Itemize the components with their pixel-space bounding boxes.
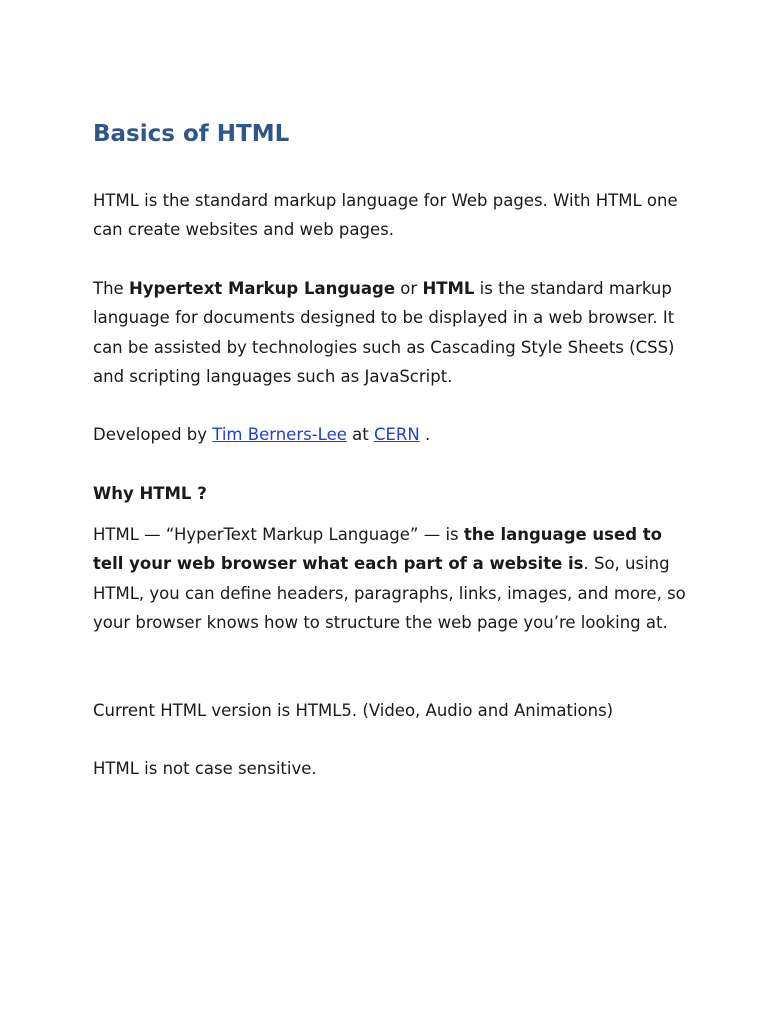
developer-text-2: at (346, 425, 374, 444)
definition-text-1: The (93, 279, 129, 298)
why-html-heading: Why HTML ? (93, 484, 207, 503)
why-html-text-2: . So, using HTML, you can define headers, paragraphs, links, images, and more, so your browser knows how to structure the web page you’re looking at. (93, 554, 686, 633)
definition-paragraph (93, 274, 693, 392)
definition-text-3: is the standard markup language for documents designed to be displayed in a web browser. It can be assisted by technologies such as Cascading Style Sheets (CSS) and scripting languages such as JavaScript. (93, 279, 675, 387)
tim-berners-lee-link[interactable]: Tim Berners-Lee (212, 425, 347, 444)
document-title: Basics of HTML (93, 121, 290, 147)
definition-bold-term-1: Hypertext Markup Language (128, 279, 396, 298)
case-sensitivity-paragraph: HTML is not case sensitive. (93, 759, 317, 778)
why-html-paragraph (93, 520, 693, 638)
cern-link[interactable]: CERN (373, 425, 420, 444)
developer-text-1: Developed by (93, 425, 213, 444)
why-html-text-1: HTML — “HyperText Markup Language” — is (93, 525, 464, 544)
developer-text-3: . (419, 425, 431, 444)
definition-text-2: or (395, 279, 423, 298)
definition-bold-term-2: HTML (422, 279, 475, 298)
developer-paragraph (93, 420, 693, 449)
version-paragraph: Current HTML version is HTML5. (Video, Audio and Animations) (93, 701, 614, 720)
intro-paragraph: HTML is the standard markup language for Web pages. With HTML one can create websites and web pages. (93, 191, 678, 240)
why-html-bold-text: the language used to tell your web browser what each part of a website is (93, 525, 662, 574)
